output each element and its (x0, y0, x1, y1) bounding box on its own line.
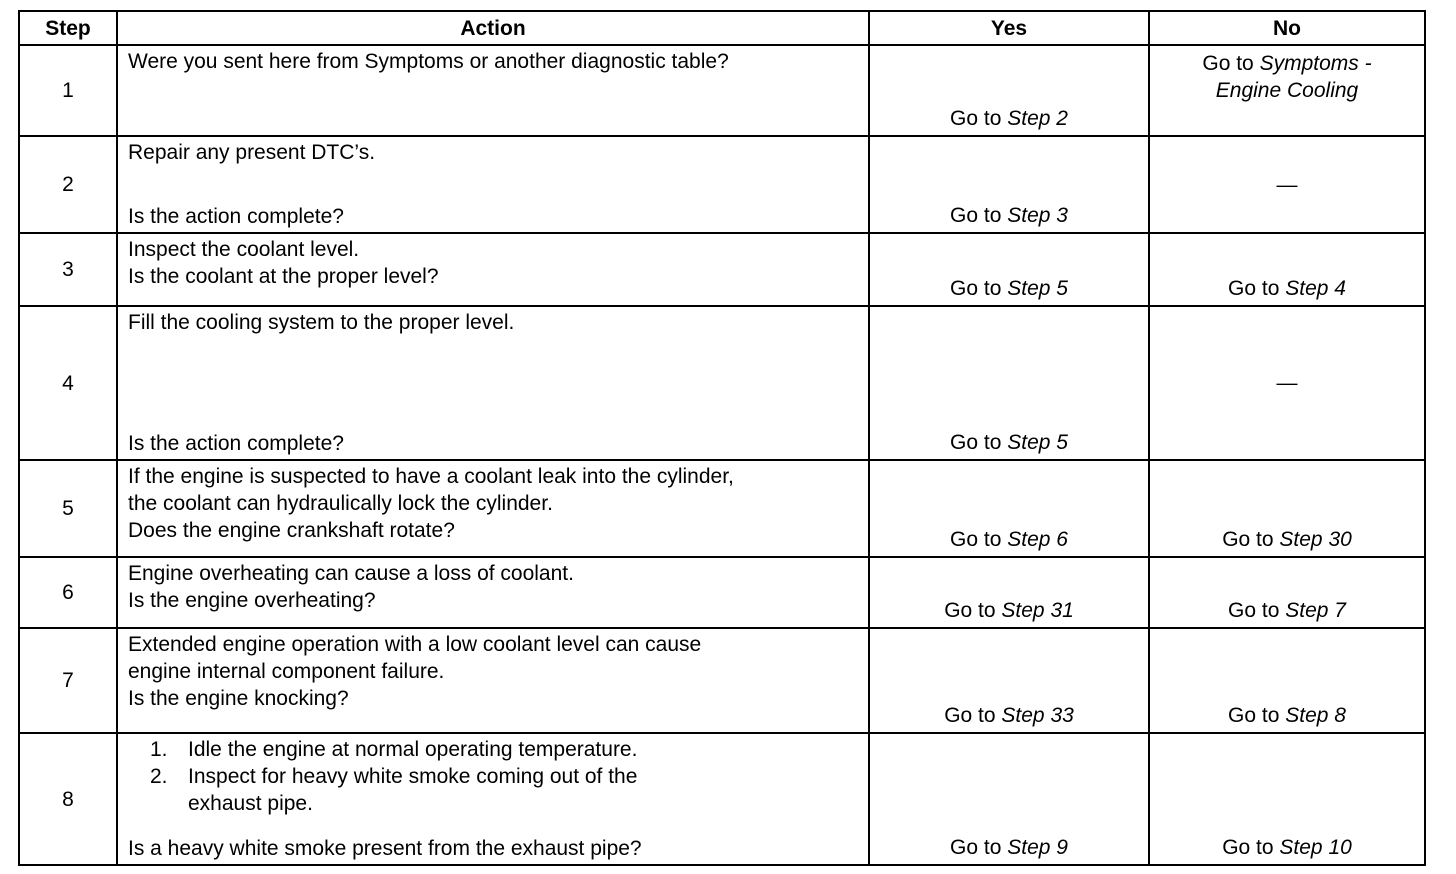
list-item-text: Idle the engine at normal operating temperature. (188, 738, 638, 762)
goto-reference: Step 9 (1007, 836, 1068, 859)
action-line: Is the action complete? (128, 432, 344, 456)
action-cell-inner (118, 558, 868, 627)
action-text-top (128, 48, 860, 75)
yes-goto (870, 202, 1148, 229)
yes-goto (870, 275, 1148, 302)
table-row (19, 306, 1425, 460)
no-cell (1149, 306, 1425, 460)
yes-cell-inner (870, 629, 1148, 732)
action-line: Fill the cooling system to the proper level. (128, 311, 515, 335)
action-line: engine internal component failure. (128, 660, 445, 684)
no-cell-inner (1150, 137, 1424, 232)
action-cell (117, 733, 869, 865)
procedure-list (128, 736, 860, 817)
list-item-text: exhaust pipe. (188, 792, 313, 816)
action-line: Extended engine operation with a low coolant level can cause (128, 633, 702, 657)
goto-reference: Step 3 (1007, 204, 1068, 228)
no-cell-inner (1150, 307, 1424, 459)
header-row (19, 11, 1425, 45)
yes-cell-inner (870, 234, 1148, 305)
goto-prefix: Go to (1202, 52, 1254, 75)
action-question (128, 430, 860, 457)
yes-cell-inner (870, 558, 1148, 627)
no-cell (1149, 460, 1425, 557)
yes-cell (869, 557, 1149, 628)
no-goto (1150, 526, 1424, 553)
action-cell (117, 460, 869, 557)
goto-prefix: Go to (950, 107, 1002, 131)
no-goto (1150, 171, 1424, 198)
action-cell (117, 306, 869, 460)
step-number: 1 (19, 45, 117, 136)
list-number: 2. (150, 765, 168, 789)
action-line: Repair any present DTC’s. (128, 141, 376, 165)
goto-reference: Step 2 (1007, 107, 1068, 131)
action-text-top (128, 560, 860, 614)
yes-cell-inner (870, 137, 1148, 232)
goto-reference: Step 30 (1279, 528, 1352, 552)
step-number: 6 (19, 557, 117, 628)
action-cell-inner (118, 629, 868, 732)
no-goto-dash: — (1276, 371, 1298, 395)
diagnostic-table (18, 10, 1426, 866)
yes-goto (870, 834, 1148, 861)
no-goto (1150, 834, 1424, 861)
yes-cell (869, 628, 1149, 733)
action-cell (117, 628, 869, 733)
action-cell-inner (118, 307, 868, 459)
action-line: Is a heavy white smoke present from the exhaust pipe? (128, 837, 642, 860)
goto-prefix: Go to (1222, 528, 1274, 552)
goto-reference: Symptoms - (1259, 52, 1372, 75)
action-cell (117, 233, 869, 306)
no-cell (1149, 136, 1425, 233)
goto-prefix: Go to (1228, 704, 1280, 728)
yes-goto (870, 429, 1148, 456)
goto-prefix: Go to (1228, 599, 1280, 623)
goto-reference: Step 5 (1007, 431, 1068, 455)
table-row (19, 628, 1425, 733)
yes-cell (869, 460, 1149, 557)
action-line: Inspect the coolant level. (128, 238, 360, 262)
no-cell (1149, 233, 1425, 306)
list-number: 1. (150, 738, 168, 762)
yes-goto (870, 526, 1148, 553)
table-row (19, 45, 1425, 136)
table-row (19, 460, 1425, 557)
action-cell (117, 557, 869, 628)
action-cell-inner (118, 234, 868, 305)
yes-cell-inner (870, 461, 1148, 556)
action-line: Is the coolant at the proper level? (128, 265, 439, 289)
no-cell-inner (1150, 558, 1424, 627)
goto-reference: Step 5 (1007, 277, 1068, 301)
action-text-top (128, 139, 860, 166)
table-row (19, 136, 1425, 233)
no-cell-inner (1150, 734, 1424, 864)
step-number: 8 (19, 733, 117, 865)
action-line: Is the engine overheating? (128, 589, 376, 613)
no-cell (1149, 557, 1425, 628)
goto-reference: Step 7 (1285, 599, 1346, 623)
goto-reference: Step 10 (1279, 836, 1352, 859)
goto-reference: Step 8 (1285, 704, 1346, 728)
goto-reference: Step 6 (1007, 528, 1068, 552)
action-question (128, 203, 860, 230)
no-goto (1150, 597, 1424, 624)
goto-reference: Step 33 (1001, 704, 1074, 728)
no-goto-dash: — (1276, 173, 1298, 197)
table-row (19, 557, 1425, 628)
action-text-top (128, 236, 860, 290)
step-number: 7 (19, 628, 117, 733)
yes-cell-inner (870, 46, 1148, 135)
no-goto (1150, 702, 1424, 729)
goto-reference: Step 31 (1001, 599, 1074, 623)
action-text-top (128, 463, 860, 544)
action-text-top (128, 631, 860, 712)
action-text-top (128, 309, 860, 336)
no-cell-inner (1150, 461, 1424, 556)
no-cell-inner (1150, 234, 1424, 305)
no-cell (1149, 45, 1425, 136)
goto-prefix: Go to (950, 431, 1002, 455)
step-number: 2 (19, 136, 117, 233)
action-question (128, 835, 860, 862)
step-number: 5 (19, 460, 117, 557)
goto-reference-line2: Engine Cooling (1215, 79, 1359, 102)
yes-cell (869, 136, 1149, 233)
action-line: Does the engine crankshaft rotate? (128, 519, 455, 543)
goto-prefix: Go to (944, 704, 996, 728)
action-text-top (128, 736, 860, 817)
no-goto (1150, 50, 1424, 104)
action-line: Is the engine knocking? (128, 687, 349, 711)
step-number: 3 (19, 233, 117, 306)
no-goto (1150, 370, 1424, 397)
action-line: Engine overheating can cause a loss of coolant. (128, 562, 574, 586)
table-row (19, 733, 1425, 865)
header-yes: Yes (869, 11, 1149, 45)
action-line: If the engine is suspected to have a coolant leak into the cylinder, (128, 465, 734, 489)
yes-cell (869, 306, 1149, 460)
list-item-text: Inspect for heavy white smoke coming out of the (188, 765, 638, 789)
action-cell-inner (118, 137, 868, 232)
goto-prefix: Go to (950, 528, 1002, 552)
action-cell-inner (118, 734, 868, 864)
action-line: the coolant can hydraulically lock the cylinder. (128, 492, 553, 516)
action-cell-inner (118, 46, 868, 135)
procedure-list-item (128, 763, 860, 817)
yes-goto (870, 702, 1148, 729)
yes-cell (869, 733, 1149, 865)
action-cell-inner (118, 461, 868, 556)
action-cell (117, 45, 869, 136)
goto-prefix: Go to (1222, 836, 1274, 859)
yes-cell-inner (870, 734, 1148, 864)
goto-prefix: Go to (1228, 277, 1280, 301)
goto-prefix: Go to (944, 599, 996, 623)
table-row (19, 233, 1425, 306)
header-step: Step (19, 11, 117, 45)
yes-cell (869, 45, 1149, 136)
action-cell (117, 136, 869, 233)
action-line: Is the action complete? (128, 205, 344, 229)
no-cell (1149, 628, 1425, 733)
goto-prefix: Go to (950, 836, 1002, 859)
no-goto (1150, 275, 1424, 302)
goto-prefix: Go to (950, 277, 1002, 301)
procedure-list-item (128, 736, 860, 763)
yes-cell (869, 233, 1149, 306)
yes-goto (870, 105, 1148, 132)
no-cell-inner (1150, 629, 1424, 732)
header-action: Action (117, 11, 869, 45)
yes-cell-inner (870, 307, 1148, 459)
action-line: Were you sent here from Symptoms or another diagnostic table? (128, 50, 729, 73)
yes-goto (870, 597, 1148, 624)
goto-reference: Step 4 (1285, 277, 1346, 301)
goto-prefix: Go to (950, 204, 1002, 228)
table-body (19, 45, 1425, 865)
no-cell-inner (1150, 46, 1424, 135)
step-number: 4 (19, 306, 117, 460)
no-cell (1149, 733, 1425, 865)
header-no: No (1149, 11, 1425, 45)
